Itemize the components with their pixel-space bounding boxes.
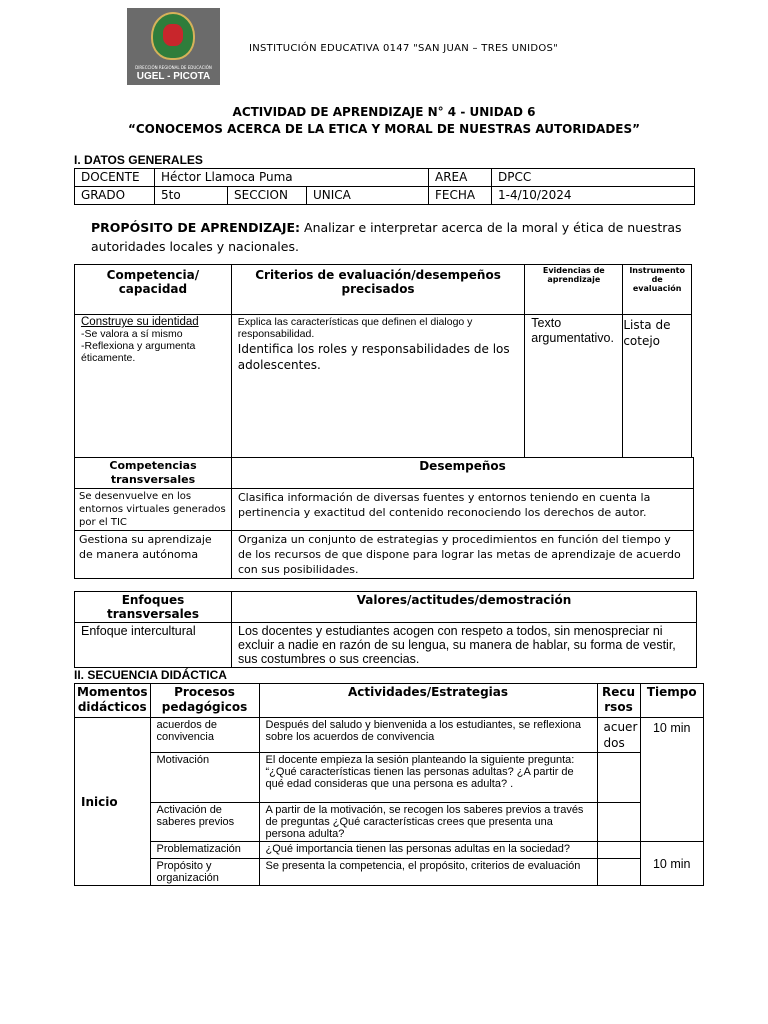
recurso-3 <box>597 842 640 859</box>
transversal-2: Gestiona su aprendizaje de manera autónoma <box>75 531 232 579</box>
tiempo-2: 10 min <box>640 842 704 886</box>
capacidad-1: -Se valora a sí mismo <box>81 328 183 340</box>
actividad-4: Se presenta la competencia, el propósito, criterios de evaluación <box>259 859 597 886</box>
logo-subtitle: DIRECCIÓN REGIONAL DE EDUCACIÓN <box>135 65 212 70</box>
h-enfoques: Enfoques transversales <box>75 592 232 623</box>
recurso-1 <box>597 753 640 803</box>
actividad-0: Después del saludo y bienvenida a los estudiantes, se reflexiona sobre los acuerdos de convivencia <box>259 718 597 753</box>
competencias-table <box>74 264 692 458</box>
enfoque-valor: Los docentes y estudiantes acogen con respeto a todos, sin menospreciar ni excluir a nadie en razón de su lengua, su manera de hablar, su forma de vestir, sus costumbres o sus creencias. <box>232 623 697 668</box>
h-recursos: Recursos <box>597 684 640 718</box>
h-procesos: Procesos pedagógicos <box>150 684 259 718</box>
recurso-4 <box>597 859 640 886</box>
proceso-1: Motivación <box>150 753 259 803</box>
institution-name: INSTITUCIÓN EDUCATIVA 0147 "SAN JUAN – TRES UNIDOS" <box>249 43 559 54</box>
actividad-1: El docente empieza la sesión planteando la siguiente pregunta: “¿Qué características tienen las personas adultas? ¿A partir de qué edad consideras que una persona es adulta? . <box>259 753 597 803</box>
logo-title: UGEL - PICOTA <box>136 71 211 82</box>
transversales-table <box>74 457 694 579</box>
tiempo-1: 10 min <box>640 718 704 842</box>
proposito <box>91 218 731 256</box>
seccion-value: UNICA <box>313 188 351 202</box>
h-transversales: Competencias transversales <box>75 458 232 489</box>
momento-inicio: Inicio <box>75 718 151 886</box>
competencia-title: Construye su identidad <box>81 316 199 328</box>
proposito-label: PROPÓSITO DE APRENDIZAJE: <box>91 220 301 235</box>
h-valores: Valores/actitudes/demostración <box>232 592 697 623</box>
proceso-4: Propósito y organización <box>150 859 259 886</box>
evidencia: Texto argumentativo. <box>525 315 623 458</box>
capacidad-2: -Reflexiona y argumenta éticamente. <box>81 340 196 364</box>
h-criterios: Criterios de evaluación/desempeños precisados <box>231 265 525 315</box>
enfoque-intercultural: Enfoque intercultural <box>75 623 232 668</box>
proceso-3: Problematización <box>150 842 259 859</box>
datos-table <box>74 168 695 205</box>
h-competencia: Competencia/ capacidad <box>75 265 232 315</box>
grado-label: GRADO <box>75 187 155 205</box>
fecha-value: 1-4/10/2024 <box>492 187 695 205</box>
crest-icon <box>151 12 195 60</box>
h-momentos: Momentos didácticos <box>75 684 151 718</box>
secuencia-table <box>74 683 704 886</box>
docente-label: DOCENTE <box>75 169 155 187</box>
activity-title: ACTIVIDAD DE APRENDIZAJE N° 4 - UNIDAD 6 <box>232 105 536 119</box>
instrumento: Lista de cotejo <box>623 315 692 458</box>
seccion-label: SECCION <box>228 187 307 204</box>
h-tiempo: Tiempo <box>640 684 704 718</box>
actividad-2: A partir de la motivación, se recogen los saberes previos a través de preguntas ¿Qué características crees que presenta una persona adulta? <box>259 803 597 842</box>
criterio-2: Identifica los roles y responsabilidades de los adolescentes. <box>237 342 510 372</box>
enfoques-table <box>74 591 697 668</box>
h-instrumento: Instrumento de evaluación <box>623 265 692 315</box>
h-actividades: Actividades/Estrategias <box>259 684 597 718</box>
proceso-0: acuerdos de convivencia <box>150 718 259 753</box>
transversal-1-desc: Clasifica información de diversas fuentes y entornos teniendo en cuenta la pertinencia y exactitud del contenido reconociendo los derechos de autor. <box>232 489 694 531</box>
activity-subtitle: “CONOCEMOS ACERCA DE LA ETICA Y MORAL DE NUESTRAS AUTORIDADES” <box>127 122 641 136</box>
transversal-2-desc: Organiza un conjunto de estrategias y procedimientos en función del tiempo y de los recursos de que dispone para lograr las metas de aprendizaje de acuerdo con sus posibilidades. <box>232 531 694 579</box>
actividad-3: ¿Qué importancia tienen las personas adultas en la sociedad? <box>259 842 597 859</box>
proceso-2: Activación de saberes previos <box>150 803 259 842</box>
fecha-label: FECHA <box>429 187 492 205</box>
area-label: AREA <box>429 169 492 187</box>
h-evidencias: Evidencias de aprendizaje <box>525 265 623 315</box>
area-value: DPCC <box>492 169 695 187</box>
transversal-1: Se desenvuelve en los entornos virtuales generados por el TIC <box>75 489 232 531</box>
ugel-logo <box>127 8 220 85</box>
section-datos-heading: I. DATOS GENERALES <box>74 153 203 167</box>
criterio-1: Explica las características que definen el dialogo y responsabilidad. <box>237 316 473 340</box>
h-desempenos: Desempeños <box>232 458 694 489</box>
recurso-2 <box>597 803 640 842</box>
docente-value: Héctor Llamoca Puma <box>155 169 429 187</box>
section-secuencia-heading: II. SECUENCIA DIDÁCTICA <box>74 668 227 682</box>
recurso-0: acuerdos <box>597 718 640 753</box>
proposito-text: Analizar e interpretar acerca de la moral y ética de nuestras autoridades locales y nacionales. <box>91 220 682 254</box>
grado-value: 5to <box>155 187 228 205</box>
